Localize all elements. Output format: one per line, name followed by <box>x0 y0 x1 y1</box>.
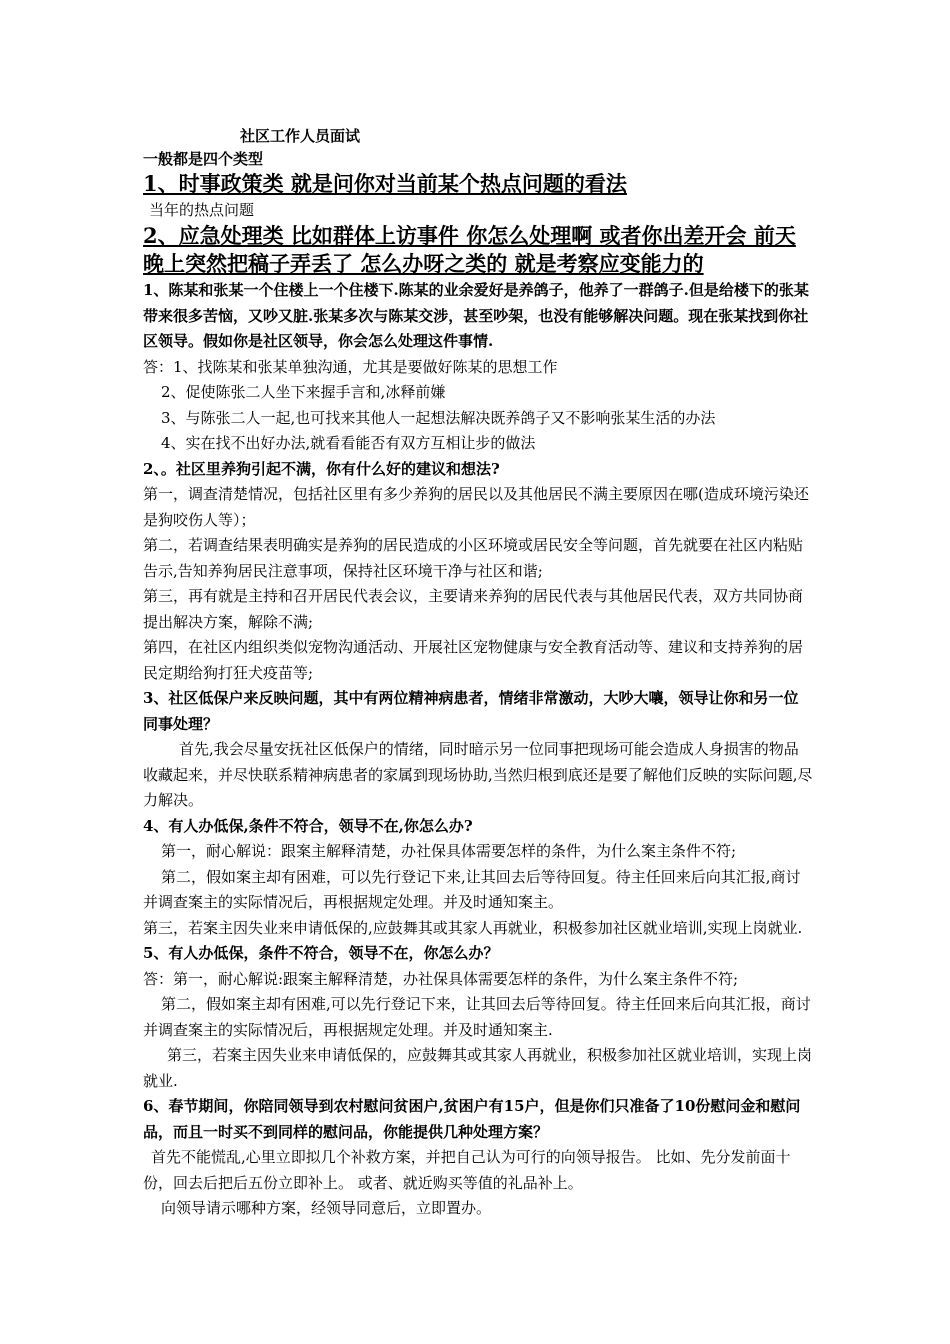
category-1-heading: 1、时事政策类 就是问你对当前某个热点问题的看法 <box>143 171 627 196</box>
question-2: 2、。社区里养狗引起不满，你有什么好的建议和想法? <box>143 459 500 478</box>
answer-1-line-1: 答：1、找陈某和张某单独沟通，尤其是要做好陈某的思想工作 <box>143 357 558 376</box>
answer-3: 首先,我会尽量安抚社区低保户的情绪，同时暗示另一位同事把现场可能会造成人身损害的物品收藏起来，并尽快联系精神病患者的家属到现场协助,当然归根到底还是要了解他们反映的实际问题,尽力解决。 <box>143 740 813 809</box>
answer-5-para-3: 第三，若案主因失业来申请低保的，应鼓舞其或其家人再就业，积极参加社区就业培训，实现上岗就业. <box>143 1046 813 1090</box>
question-4: 4、有人办低保,条件不符合，领导不在,你怎么办? <box>143 816 473 835</box>
answer-5-para-2: 第二，假如案主却有困难,可以先行登记下来，让其回去后等待回复。待主任回来后向其汇报，商讨并调查案主的实际情况后，再根据规定处理。并及时通知案主. <box>143 995 811 1039</box>
answer-1-line-4: 4、实在找不出好办法,就看看能否有双方互相让步的做法 <box>161 434 536 452</box>
answer-6-para-1: 首先不能慌乱,心里立即拟几个补救方案，并把自己认为可行的向领导报告。 比如、先分发前面十份，回去后把后五份立即补上。 或者、就近购买等值的礼品补上。 <box>143 1148 791 1192</box>
answer-2-para-3: 第三，再有就是主持和召开居民代表会议，主要请来养狗的居民代表与其他居民代表，双方共同协商提出解决方案，解除不满; <box>143 587 804 631</box>
answer-2-para-4: 第四，在社区内组织类似宠物沟通活动、开展社区宠物健康与安全教育活动等、建议和支持养狗的居民定期给狗打狂犬疫苗等; <box>143 638 804 682</box>
document-body <box>143 124 813 1222</box>
category-2-heading: 2、应急处理类 比如群体上访事件 你怎么处理啊 或者你出差开会 前天晚上突然把稿子弄丢了 怎么办呀之类的 就是考察应变能力的 <box>143 223 796 276</box>
answer-2-para-2: 第二，若调查结果表明确实是养狗的居民造成的小区环境或居民安全等问题，首先就要在社区内粘贴告示,告知养狗居民注意事项，保持社区环境干净与社区和谐; <box>143 536 804 580</box>
answer-1-line-3: 3、与陈张二人一起,也可找来其他人一起想法解决既养鸽子又不影响张某生活的办法 <box>161 408 716 427</box>
question-3: 3、社区低保户来反映问题，其中有两位精神病患者，情绪非常激动，大吵大嚷，领导让你和另一位同事处理？ <box>143 689 799 733</box>
answer-2-para-1: 第一，调查清楚情况，包括社区里有多少养狗的居民以及其他居民不满主要原因在哪(造成环境污染还是狗咬伤人等）； <box>143 485 809 529</box>
answer-6-para-2: 向领导请示哪种方案，经领导同意后，立即置办。 <box>161 1199 492 1217</box>
answer-4-para-2: 第二，假如案主却有困难，可以先行登记下来,让其回去后等待回复。待主任回来后向其汇报,商讨并调查案主的实际情况后，再根据规定处理。并及时通知案主。 <box>143 867 801 911</box>
question-6: 6、春节期间，你陪同领导到农村慰问贫困户,贫困户有15户，但是你们只准备了10份慰问金和慰问品，而且一时买不到同样的慰问品，你能提供几种处理方案？ <box>143 1097 801 1141</box>
answer-4-para-1: 第一，耐心解说：跟案主解释清楚，办社保具体需要怎样的条件，为什么案主条件不符; <box>161 842 737 860</box>
question-1: 1、陈某和张某一个住楼上一个住楼下.陈某的业余爱好是养鸽子，他养了一群鸽子.但是给楼下的张某带来很多苦恼，又吵又脏.张某多次与陈某交涉，甚至吵架，也没有能够解决问题。现在张某找到你社区领导。假如你是社区领导，你会怎么处理这件事情. <box>143 281 809 350</box>
category-1-note: 当年的热点问题 <box>149 201 255 219</box>
question-5: 5、有人办低保，条件不符合，领导不在，你怎么办？ <box>143 944 499 962</box>
answer-4-para-3: 第三，若案主因失业来申请低保的,应鼓舞其或其家人再就业，积极参加社区就业培训,实现上岗就业. <box>143 918 803 937</box>
answer-5-para-1: 答：第一，耐心解说:跟案主解释清楚，办社保具体需要怎样的条件，为什么案主条件不符; <box>143 969 739 988</box>
document-title: 社区工作人员面试 <box>240 127 361 145</box>
answer-1-line-2: 2、促使陈张二人坐下来握手言和,冰释前嫌 <box>161 383 446 401</box>
intro-line: 一般都是四个类型 <box>143 150 264 168</box>
